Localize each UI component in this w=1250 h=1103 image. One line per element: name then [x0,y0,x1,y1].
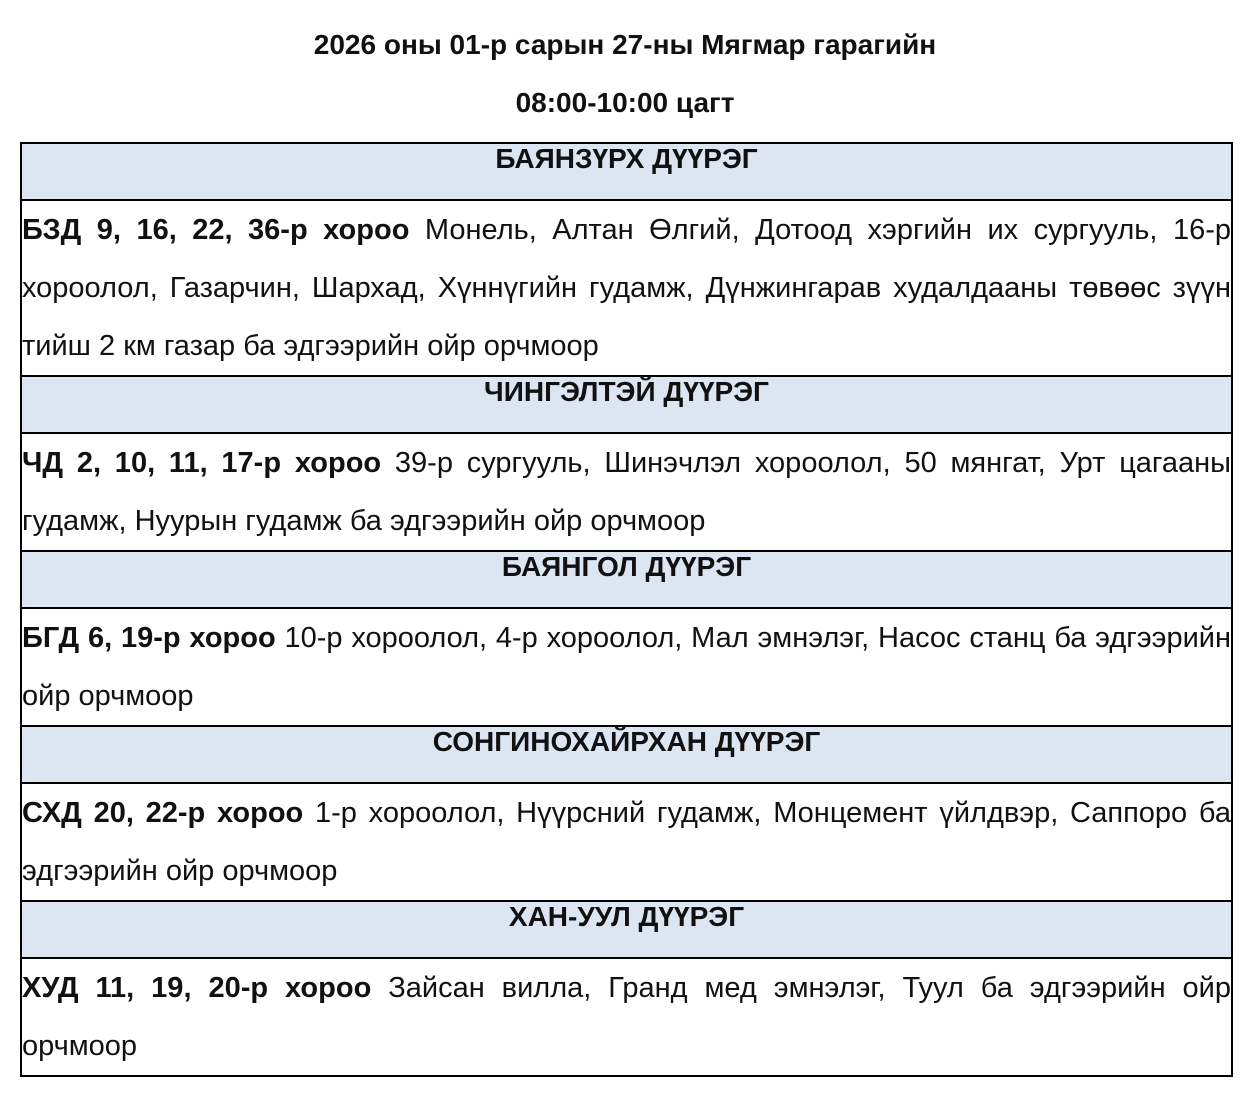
outage-schedule-table [20,142,1233,1077]
district-name: БАЯНГОЛ ДҮҮРЭГ [21,551,1232,608]
khoroo-label: БЗД 9, 16, 22, 36-р хороо [22,214,410,246]
district-body-row [21,783,1232,901]
district-body-row [21,608,1232,726]
district-name: ЧИНГЭЛТЭЙ ДҮҮРЭГ [21,376,1232,433]
district-details [21,958,1232,1076]
district-details [21,433,1232,551]
district-name: СОНГИНОХАЙРХАН ДҮҮРЭГ [21,726,1232,783]
district-body-row [21,433,1232,551]
area-list: 10-р хороолол, 4-р хороолол, Мал эмнэлэг, Насос станц ба эдгээрийн ойр орчмоор [22,622,1231,712]
area-list: Зайсан вилла, Гранд мед эмнэлэг, Туул ба эдгээрийн ойр орчмоор [22,972,1231,1062]
document-title-date: 2026 оны 01-р сарын 27-ны Мягмар гарагийн [313,29,937,60]
district-header-row [21,376,1232,433]
district-body-row [21,200,1232,376]
khoroo-label: ХУД 11, 19, 20-р хороо [22,972,372,1004]
district-header-row [21,901,1232,958]
area-list: 1-р хороолол, Нүүрсний гудамж, Монцемент үйлдвэр, Саппоро ба эдгээрийн ойр орчмоор [22,797,1231,887]
district-name: ХАН-УУЛ ДҮҮРЭГ [21,901,1232,958]
district-body-row [21,958,1232,1076]
khoroo-label: ЧД 2, 10, 11, 17-р хороо [22,447,382,479]
district-details [21,783,1232,901]
district-details [21,200,1232,376]
khoroo-label: БГД 6, 19-р хороо [22,622,276,654]
area-list: 39-р сургууль, Шинэчлэл хороолол, 50 мянгат, Урт цагааны гудамж, Нуурын гудамж ба эдгээрийн ойр орчмоор [22,447,1231,537]
district-name: БАЯНЗҮРХ ДҮҮРЭГ [21,143,1232,200]
khoroo-label: СХД 20, 22-р хороо [22,797,304,829]
district-header-row [21,551,1232,608]
document-title-time: 08:00-10:00 цагт [515,87,735,118]
area-list: Монель, Алтан Өлгий, Дотоод хэргийн их сургууль, 16-р хороолол, Газарчин, Шархад, Хүннүгийн гудамж, Дүнжингарав худалдааны төвөөс зүүн тийш 2 км газар ба эдгээрийн ойр орчмоор [22,214,1231,362]
district-details [21,608,1232,726]
district-header-row [21,143,1232,200]
district-header-row [21,726,1232,783]
